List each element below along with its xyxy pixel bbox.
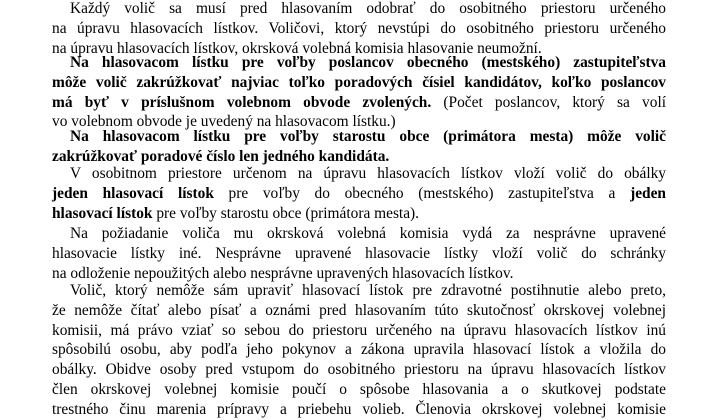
text-line <box>52 184 666 204</box>
text-run: obálky. Obidve osoby pred vstupom do osobitného priestoru na úpravu hlasovacích lístkov <box>52 361 666 379</box>
text-line <box>52 0 666 19</box>
text-line <box>52 127 666 147</box>
bold-text-run: jeden hlasovací lístok <box>52 184 214 202</box>
paragraph-council-ballot <box>52 53 666 132</box>
text-line <box>52 164 666 184</box>
text-run: vo volebnom obvode je uvedený na hlasovacom lístku.) <box>52 113 396 131</box>
text-run: trestného činu marenia prípravy a priebehu volieb. Členovia okrskovej volebnej komisie <box>52 400 666 418</box>
text-line <box>52 204 666 224</box>
text-run: hlasovacie lístky iné. Nesprávne upravené hlasovacie lístky vloží volič do schránky <box>52 244 666 262</box>
bold-text-run: hlasovací lístok <box>52 204 153 222</box>
text-run: Každý volič sa musí pred hlasovaním odobrať do osobitného priestoru určeného <box>70 0 666 17</box>
text-run: člen okrskovej volebnej komisie poučí o spôsobe hlasovania a o skutkovej podstate <box>52 380 666 398</box>
text-run: na odloženie nepoužitých alebo nesprávne upravených hlasovacích lístkov. <box>52 264 514 282</box>
text-run: pre voľby starostu obce (primátora mesta). <box>152 204 420 222</box>
bold-text-run: môže volič zakrúžkovať najviac toľko poradových čísiel kandidátov, koľko poslancov <box>52 73 666 91</box>
bold-text-run: má byť v príslušnom volebnom obvode zvolených. <box>52 93 432 111</box>
text-line <box>52 224 666 244</box>
text-line <box>52 400 666 420</box>
text-run: spôsobilú osobu, aby podľa jeho pokynov a zákona upravila hlasovací lístok a vložila do <box>52 341 666 359</box>
text-line <box>52 380 666 400</box>
text-line <box>52 360 666 380</box>
paragraph-voting-booth <box>52 0 666 58</box>
bold-text-run: Na hlasovacom lístku pre voľby starostu obce (primátora mesta) môže volič <box>70 128 666 145</box>
text-run: pre voľby do obecného (mestského) zastupiteľstva a <box>213 184 631 202</box>
paragraph-envelope <box>52 164 666 223</box>
text-line <box>52 73 666 93</box>
paragraph-assisted-voting <box>52 281 666 420</box>
text-run: Volič, ktorý nemôže sám upraviť hlasovací lístok pre zdravotné postihnutie alebo preto, <box>70 282 666 299</box>
text-line <box>52 321 666 341</box>
bold-text-run: jeden <box>630 184 666 202</box>
text-run: komisii, má právo vziať so sebou do priestoru určeného na úpravu hlasovacích lístkov inú <box>52 321 666 339</box>
text-line <box>52 93 666 113</box>
text-line <box>52 281 666 301</box>
text-line <box>52 301 666 321</box>
text-run: na úpravu hlasovacích lístkov. Voličovi, ktorý nevstúpi do osobitného priestoru určeného <box>52 19 666 37</box>
bold-text-run: zakrúžkovať poradové číslo len jedného kandidáta. <box>52 147 390 165</box>
paragraph-mayor-ballot <box>52 127 666 167</box>
text-line <box>52 340 666 360</box>
text-run: (Počet poslancov, ktorý sa volí <box>431 93 666 111</box>
text-run: že nemôže čítať alebo písať a oznámi pred hlasovaním túto skutočnosť okrskovej volebnej <box>52 301 666 319</box>
text-run: Na požiadanie voliča mu okrsková volebná komisia vydá za nesprávne upravené <box>70 225 666 242</box>
text-line <box>52 19 666 39</box>
text-line <box>52 53 666 73</box>
text-run: V osobitnom priestore určenom na úpravu hlasovacích lístkov vloží volič do obálky <box>70 165 666 182</box>
text-line <box>52 244 666 264</box>
text-run: na úpravu hlasovacích lístkov, okrsková volebná komisia hlasovanie neumožní. <box>52 39 542 57</box>
paragraph-replacement-ballots <box>52 224 666 283</box>
bold-text-run: Na hlasovacom lístku pre voľby poslancov obecného (mestského) zastupiteľstva <box>70 54 666 71</box>
